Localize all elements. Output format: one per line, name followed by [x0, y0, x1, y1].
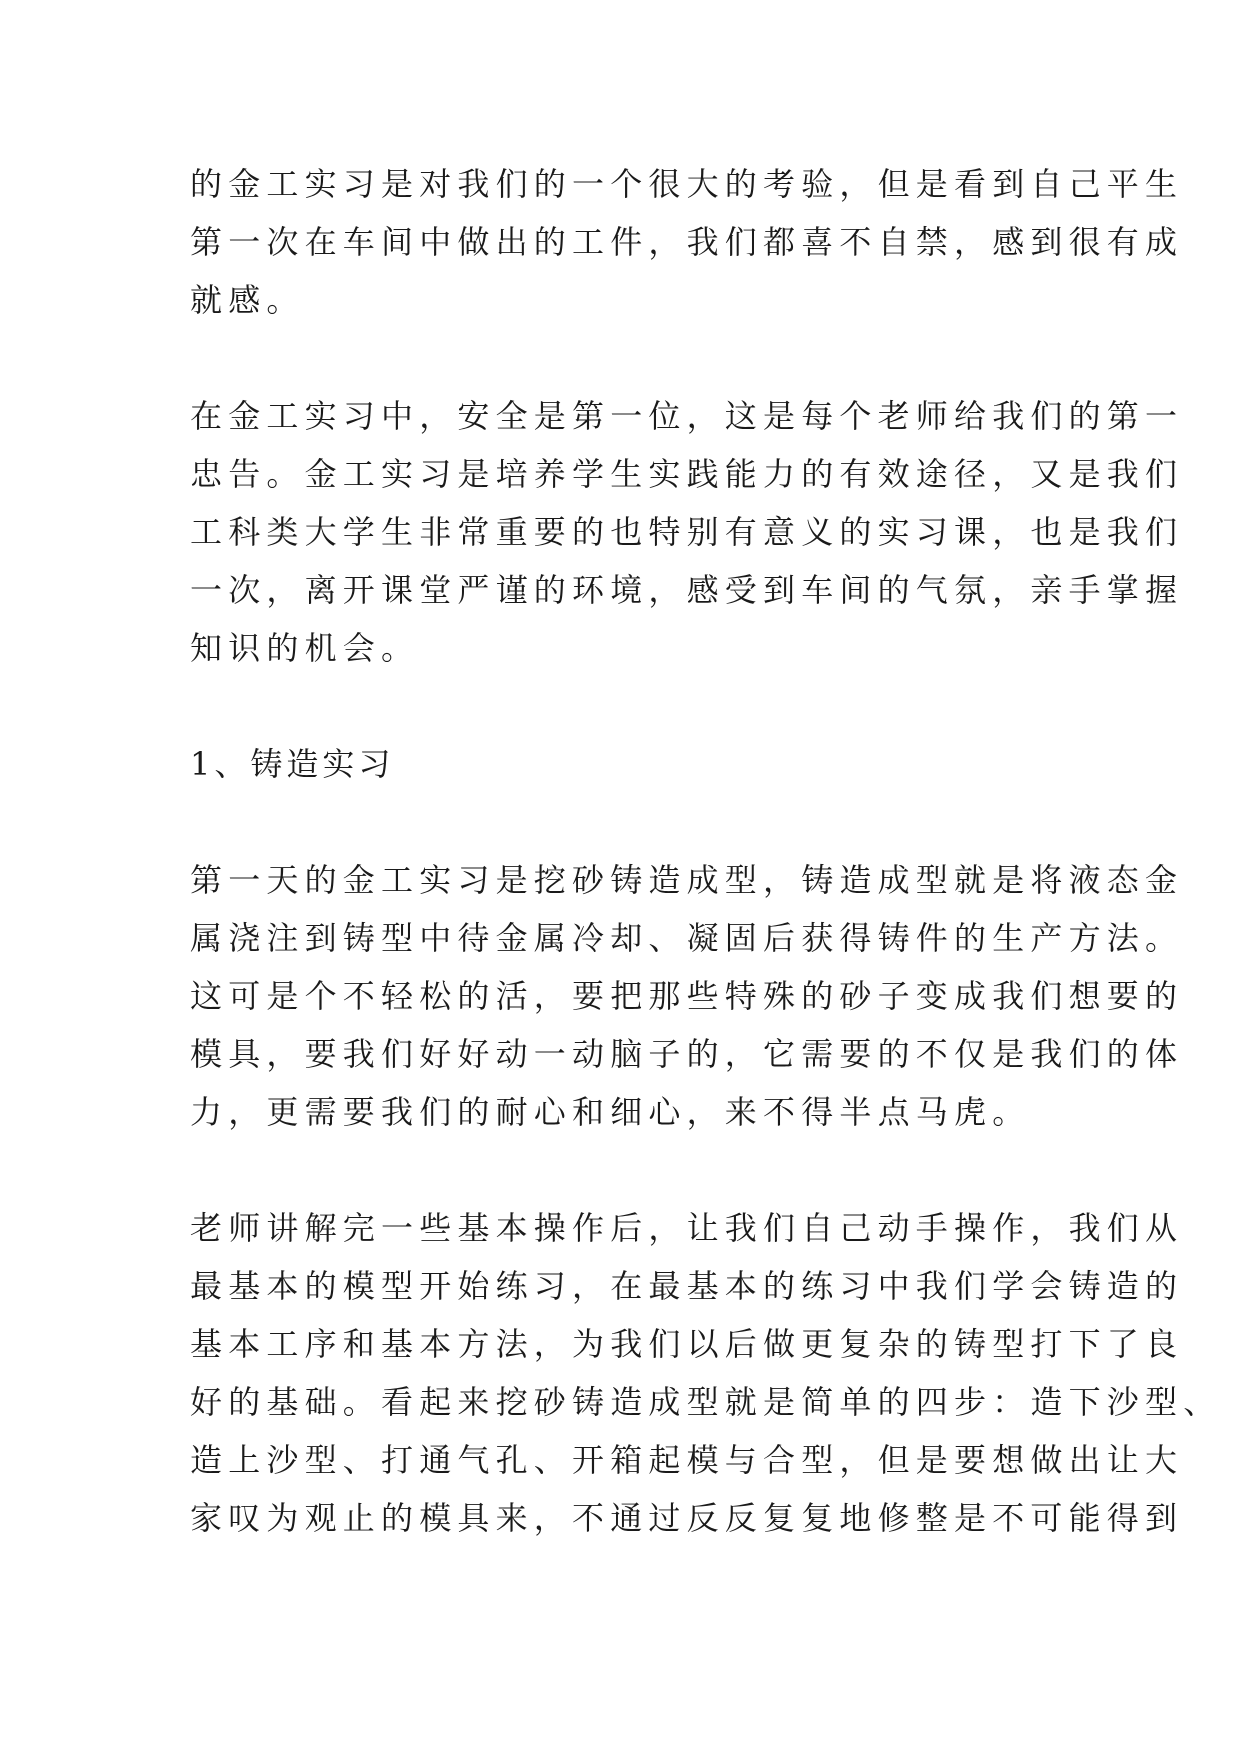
text-line: 工科类大学生非常重要的也特别有意义的实习课，也是我们 [190, 513, 1184, 551]
text-line: 属浇注到铸型中待金属冷却、凝固后获得铸件的生产方法。 [190, 919, 1184, 957]
paragraph-2 [190, 387, 1184, 677]
text-line: 第一天的金工实习是挖砂铸造成型，铸造成型就是将液态金 [190, 861, 1184, 899]
heading-text: 1、铸造实习 [190, 745, 395, 783]
text-line: 好的基础。看起来挖砂铸造成型就是简单的四步：造下沙型、 [190, 1383, 1222, 1421]
text-line: 老师讲解完一些基本操作后，让我们自己动手操作，我们从 [190, 1209, 1184, 1247]
section-heading [190, 735, 1065, 793]
text-line: 忠告。金工实习是培养学生实践能力的有效途径，又是我们 [190, 455, 1184, 493]
paragraph-3 [190, 851, 1184, 1141]
text-line: 造上沙型、打通气孔、开箱起模与合型，但是要想做出让大 [190, 1441, 1184, 1479]
text-line: 最基本的模型开始练习，在最基本的练习中我们学会铸造的 [190, 1267, 1184, 1305]
text-line: 基本工序和基本方法，为我们以后做更复杂的铸型打下了良 [190, 1325, 1184, 1363]
text-line: 一次，离开课堂严谨的环境，感受到车间的气氛，亲手掌握 [190, 571, 1184, 609]
paragraph-spacer [190, 793, 1065, 851]
text-line: 这可是个不轻松的活，要把那些特殊的砂子变成我们想要的 [190, 977, 1184, 1015]
text-line: 模具，要我们好好动一动脑子的，它需要的不仅是我们的体 [190, 1035, 1184, 1073]
paragraph-spacer [190, 329, 1065, 387]
text-line: 在金工实习中，安全是第一位，这是每个老师给我们的第一 [190, 397, 1184, 435]
text-line: 力，更需要我们的耐心和细心，来不得半点马虎。 [190, 1093, 1031, 1131]
text-line: 家叹为观止的模具来，不通过反反复复地修整是不可能得到 [190, 1499, 1184, 1537]
paragraph-spacer [190, 1141, 1065, 1199]
text-line: 第一次在车间中做出的工件，我们都喜不自禁，感到很有成 [190, 223, 1184, 261]
paragraph-1 [190, 155, 1184, 329]
paragraph-4 [190, 1199, 1222, 1547]
text-line: 的金工实习是对我们的一个很大的考验，但是看到自己平生 [190, 165, 1184, 203]
text-line: 知识的机会。 [190, 629, 420, 667]
paragraph-spacer [190, 677, 1065, 735]
document-body [190, 155, 1222, 1547]
text-line: 就感。 [190, 281, 305, 319]
